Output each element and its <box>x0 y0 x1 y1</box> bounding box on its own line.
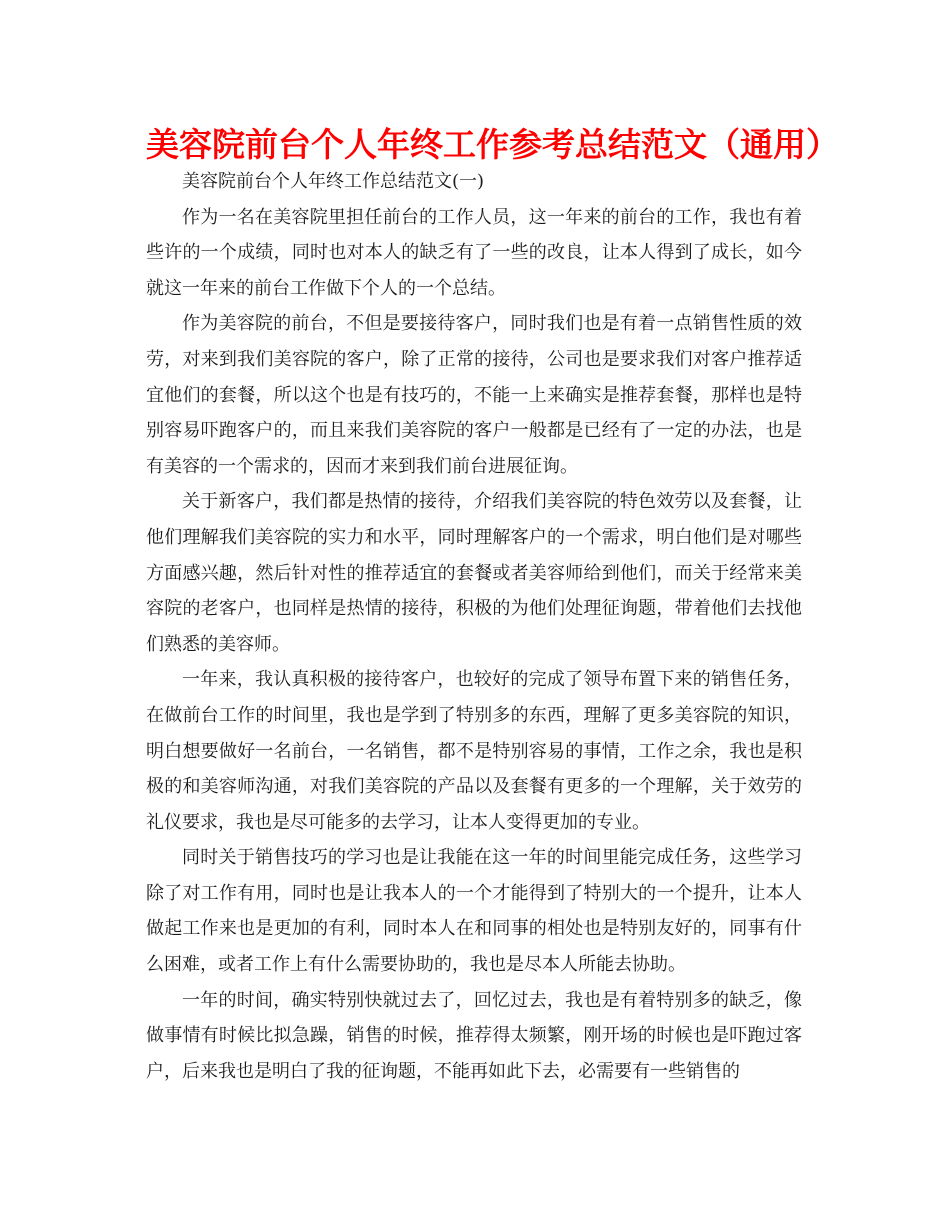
paragraph: 关于新客户，我们都是热情的接待，介绍我们美容院的特色效劳以及套餐，让他们理解我们美容院的实力和水平，同时理解客户的一个需求，明白他们是对哪些方面感兴趣，然后针对性的推荐适宜的套餐或者美容师给到他们，而关于经常来美容院的老客户，也同样是热情的接待，积极的为他们处理征询题，带着他们去找他们熟悉的美容师。 <box>146 491 802 655</box>
section-subtitle: 美容院前台个人年终工作总结范文(一) <box>182 171 485 192</box>
document-body <box>146 164 802 1089</box>
paragraph: 同时关于销售技巧的学习也是让我能在这一年的时间里能完成任务，这些学习除了对工作有用，同时也是让我本人的一个才能得到了特别大的一个提升，让本人做起工作来也是更加的有利，同时本人在和同事的相处也是特别友好的，同事有什么困难，或者工作上有什么需要协助的，我也是尽本人所能去协助。 <box>146 847 802 976</box>
paragraph: 作为一名在美容院里担任前台的工作人员，这一年来的前台的工作，我也有着些许的一个成绩，同时也对本人的缺乏有了一些的改良，让本人得到了成长，如今就这一年来的前台工作做下个人的一个总结。 <box>146 206 802 299</box>
paragraph: 作为美容院的前台，不但是要接待客户，同时我们也是有着一点销售性质的效劳，对来到我们美容院的客户，除了正常的接待，公司也是要求我们对客户推荐适宜他们的套餐，所以这个也是有技巧的，不能一上来确实是推荐套餐，那样也是特别容易吓跑客户的，而且来我们美容院的客户一般都是已经有了一定的办法，也是有美容的一个需求的，因而才来到我们前台进展征询。 <box>146 313 802 477</box>
paragraph: 一年来，我认真积极的接待客户，也较好的完成了领导布置下来的销售任务，在做前台工作的时间里，我也是学到了特别多的东西，理解了更多美容院的知识，明白想要做好一名前台，一名销售，都不是特别容易的事情，工作之余，我也是积极的和美容师沟通，对我们美容院的产品以及套餐有更多的一个理解，关于效劳的礼仪要求，我也是尽可能多的去学习，让本人变得更加的专业。 <box>146 669 802 833</box>
document-title: 美容院前台个人年终工作参考总结范文（通用） <box>146 125 839 164</box>
paragraph: 一年的时间，确实特别快就过去了，回忆过去，我也是有着特别多的缺乏，像做事情有时候比拟急躁，销售的时候，推荐得太频繁，刚开场的时候也是吓跑过客户，后来我也是明白了我的征询题，不能再如此下去，必需要有一些销售的 <box>146 989 802 1082</box>
